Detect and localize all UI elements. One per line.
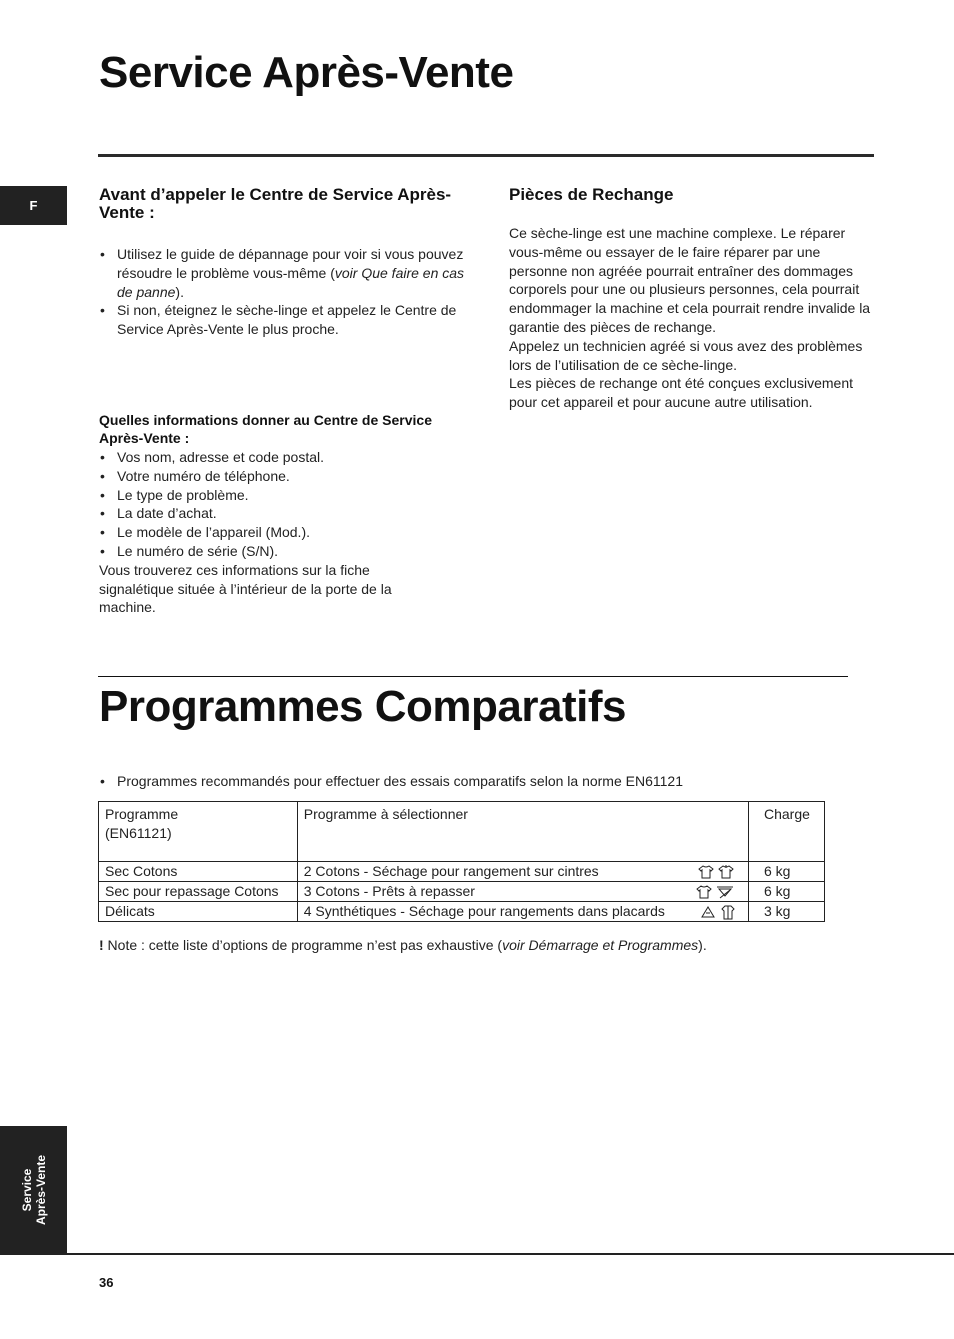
list-item: • Utilisez le guide de dépannage pour voir si vous pouvez résoudre le problème vous-même (voir Que faire en cas de panne). (99, 245, 469, 301)
info-heading: Quelles informations donner au Centre de Service Après-Vente : (99, 412, 432, 446)
list-item: • Vos nom, adresse et code postal. (99, 448, 469, 467)
folded-shirt-icon (720, 904, 736, 920)
programme-note: ! Note : cette liste d’options de programme n’est pas exhaustive (voir Démarrage et Programmes). (99, 937, 707, 953)
shirt-icon (696, 885, 712, 899)
left-column (99, 186, 469, 339)
cell-charge: 3 kg (749, 902, 825, 922)
cell-select: 3 Cotons - Prêts à repasser (297, 882, 748, 902)
list-item: • Le numéro de série (S/N). (99, 542, 469, 561)
list-item: • Programmes recommandés pour effectuer des essais comparatifs selon la norme EN61121 (99, 772, 819, 791)
title-divider (98, 154, 874, 157)
cell-select: 2 Cotons - Séchage pour rangement sur cintres (297, 862, 748, 882)
cell-programme: Sec pour repassage Cotons (99, 882, 298, 902)
table-header-row (99, 802, 825, 862)
spare-parts-p1: Ce sèche-linge est une machine complexe. Le réparer vous-même ou essayer de le faire réparer par une personne non agréée pourrait entraîner des dommages corporels pour une ou plusieurs personnes, cela pourrait endommager la machine et cela pourrait rendre invalide la garantie des pièces de rechange. (509, 225, 871, 335)
footer-rule (0, 1253, 954, 1255)
cell-charge: 6 kg (749, 862, 825, 882)
iron-icon (716, 885, 734, 899)
section-title: Programmes Comparatifs (99, 682, 626, 731)
table-row (99, 882, 825, 902)
info-list (99, 448, 469, 561)
info-block (99, 411, 469, 617)
cell-charge: 6 kg (749, 882, 825, 902)
list-item: • Si non, éteignez le sèche-linge et appelez le Centre de Service Après-Vente le plus proche. (99, 301, 469, 339)
page-title: Service Après-Vente (99, 48, 514, 97)
shirt-icon (718, 865, 734, 879)
before-calling-heading: Avant d’appeler le Centre de Service Après-Vente : (99, 185, 452, 222)
language-tab-label: F (29, 198, 38, 213)
language-tab (0, 186, 67, 225)
programmes-table (98, 801, 825, 922)
section-divider (98, 676, 848, 677)
header-charge: Charge (749, 802, 825, 862)
list-item: • Le type de problème. (99, 486, 469, 505)
cupboard-icon (700, 905, 716, 919)
list-item: • La date d’achat. (99, 504, 469, 523)
warning-mark: ! (99, 937, 104, 953)
page-number: 36 (99, 1275, 114, 1290)
list-item: • Le modèle de l’appareil (Mod.). (99, 523, 469, 542)
cell-programme: Sec Cotons (99, 862, 298, 882)
comparative-intro (99, 772, 819, 791)
cell-programme: Délicats (99, 902, 298, 922)
spare-parts-p3: Les pièces de rechange ont été conçues exclusivement pour cet appareil et pour aucune autre utilisation. (509, 375, 853, 411)
shirt-icon (698, 865, 714, 879)
table-row (99, 902, 825, 922)
before-calling-list (99, 245, 469, 339)
section-side-tab (0, 1126, 67, 1254)
right-column (509, 186, 877, 412)
header-programme: Programme (EN61121) (99, 802, 298, 862)
header-select: Programme à sélectionner (297, 802, 748, 862)
list-item: • Votre numéro de téléphone. (99, 467, 469, 486)
info-footer: Vous trouverez ces informations sur la fiche signalétique située à l’intérieur de la porte de la machine. (99, 561, 392, 616)
spare-parts-heading: Pièces de Rechange (509, 185, 674, 204)
side-tab-label: Service Après-Vente (20, 1154, 48, 1226)
table-row (99, 862, 825, 882)
spare-parts-p2: Appelez un technicien agréé si vous avez des problèmes lors de l’utilisation de ce sèche-linge. (509, 337, 863, 373)
cell-select: 4 Synthétiques - Séchage pour rangements dans placards (297, 902, 748, 922)
